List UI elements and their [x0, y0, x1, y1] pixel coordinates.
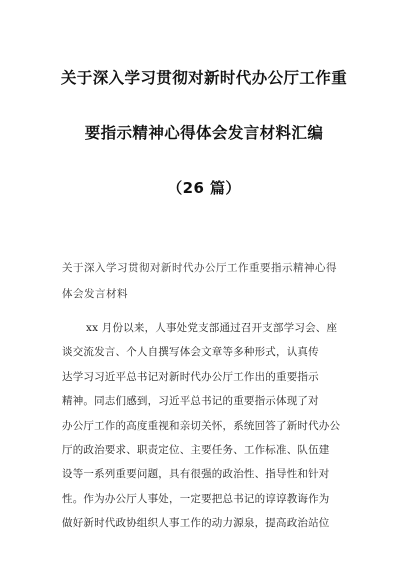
section-heading-line: 体会发言材料	[62, 288, 128, 300]
body-line: xx 月份以来，人事处党支部通过召开支部学习会、座	[86, 322, 338, 334]
body-line: 厅的政治要求、职责定位、主要任务、工作标准、队伍建	[62, 444, 330, 457]
body-line: 办公厅工作的高度重视和亲切关怀，系统回答了新时代办公	[62, 419, 341, 432]
section-heading-line: 关于深入学习贯彻对新时代办公厅工作重要指示精神心得	[62, 262, 337, 274]
body-paragraph	[62, 316, 352, 536]
document-title-line-1: 关于深入学习贯彻对新时代办公厅工作重	[60, 69, 348, 87]
body-line: 做好新时代政协组织人事工作的动力源泉，提高政治站位	[62, 517, 330, 530]
body-line: 精神。同志们感到，习近平总书记的重要指示体现了对	[62, 395, 319, 408]
document-title-count: （26 篇）	[167, 179, 241, 197]
body-line: 性。作为办公厅人事处，一定要把总书记的谆谆教诲作为	[62, 492, 330, 505]
document-title-line-2: 要指示精神心得体会发言材料汇编	[84, 124, 324, 142]
section-heading	[62, 255, 352, 307]
body-line: 谈交流发言、个人自撰写体会文章等多种形式，认真传	[62, 346, 319, 359]
body-line: 达学习习近平总书记对新时代办公厅工作出的重要指示	[62, 370, 319, 383]
body-line: 设等一系列重要问题，具有很强的政治性、指导性和针对	[62, 468, 330, 481]
